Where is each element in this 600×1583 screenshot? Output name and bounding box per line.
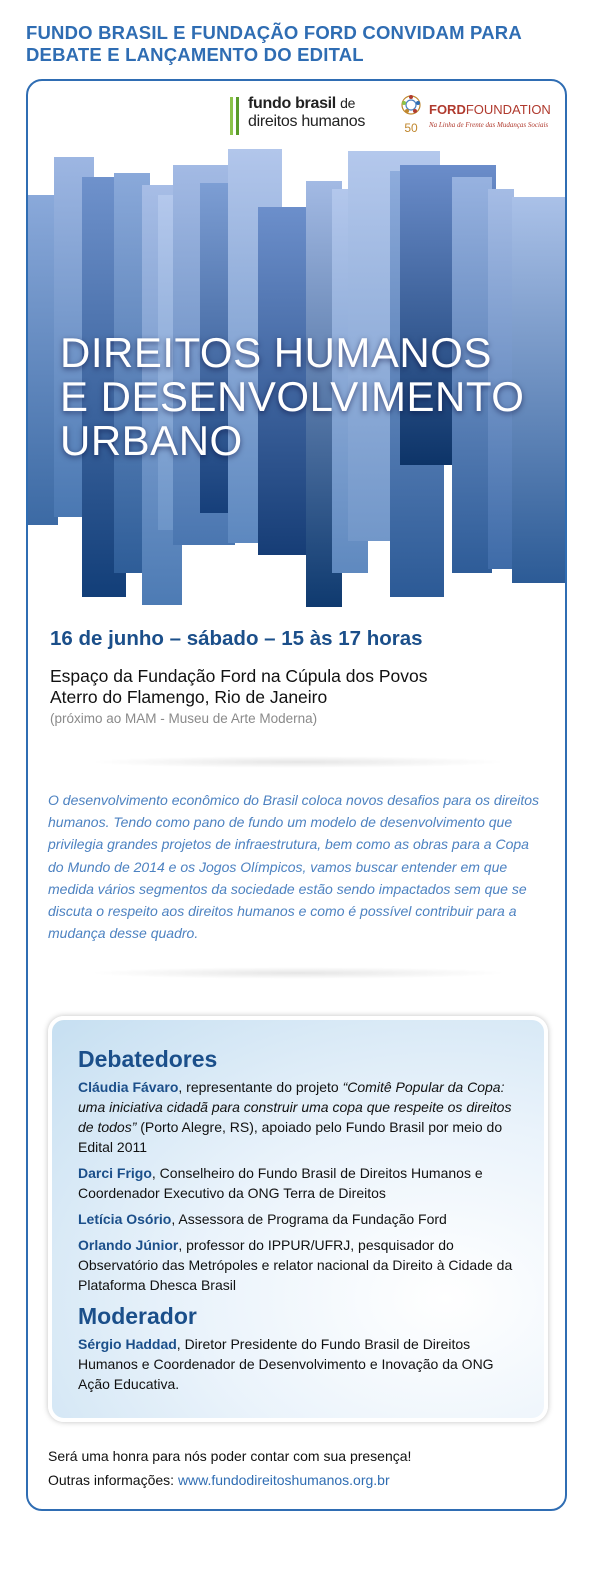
invitation-card (26, 79, 567, 1511)
city-skyline-illustration (28, 145, 567, 615)
ford-50-emblem-icon (399, 94, 423, 136)
debater-name: Darci Frigo (78, 1165, 152, 1181)
moderator-text: , Diretor Presidente do Fundo Brasil de Direitos Humanos e Coordenador de Desenvolvimento e Inovação da ONG Ação Educativa. (78, 1336, 494, 1392)
debater-item (78, 1235, 528, 1295)
logo-text-line1 (248, 95, 355, 113)
hero-title (60, 331, 560, 463)
debater-item (78, 1163, 528, 1203)
ford-name-rest: FOUNDATION (465, 102, 551, 117)
footer-info-label: Outras informações: (48, 1472, 178, 1488)
debater-text: , Assessora de Programa da Fundação Ford (171, 1211, 447, 1227)
debater-name: Letícia Osório (78, 1211, 172, 1227)
invitation-header-line1: FUNDO BRASIL E FUNDAÇÃO FORD CONVIDAM PARA (26, 22, 522, 43)
divider-shadow (88, 756, 508, 768)
footer-message: Será uma honra para nós poder contar com sua presença! (48, 1448, 412, 1464)
footer-info (48, 1468, 411, 1492)
debater-item (78, 1209, 528, 1229)
event-place (50, 666, 427, 708)
invitation-header (26, 22, 586, 66)
logo-green-bar (230, 97, 233, 135)
logo-text-line2: direitos humanos (248, 113, 366, 130)
debater-text: , Conselheiro do Fundo Brasil de Direitos Humanos e Coordenador Executivo da ONG Terra de Direitos (78, 1165, 483, 1201)
event-place-line2: Aterro do Flamengo, Rio de Janeiro (50, 687, 328, 707)
fundo-brasil-logo (230, 95, 380, 135)
hero-title-line: URBANO (60, 417, 243, 464)
debaters-heading: Debatedores (78, 1046, 218, 1072)
debater-name: Cláudia Fávaro (78, 1079, 179, 1095)
logo-text-bold: fundo brasil (248, 95, 336, 112)
debater-name: Orlando Júnior (78, 1237, 179, 1253)
ford-name-bold: FORD (429, 102, 466, 117)
ford-foundation-logo (399, 94, 559, 138)
debater-text: , representante do projeto (178, 1079, 343, 1095)
ford-foundation-name (429, 102, 551, 117)
hero-title-line: E DESENVOLVIMENTO (60, 373, 525, 420)
moderator-item (78, 1334, 528, 1394)
debater-text: (Porto Alegre, RS), apoiado pelo Fundo Brasil por meio do Edital 2011 (78, 1119, 503, 1155)
ford-foundation-tagline: Na Linha de Frente das Mudanças Sociais (429, 121, 549, 129)
emblem-number: 50 (404, 121, 418, 135)
invitation-header-line2: DEBATE E LANÇAMENTO DO EDITAL (26, 44, 364, 65)
debater-text: , professor do IPPUR/UFRJ, pesquisador do Observatório das Metrópoles e relator nacional da Direito à Cidade da Plataforma Dhesca Brasil (78, 1237, 513, 1293)
moderator-heading: Moderador (78, 1303, 197, 1329)
event-place-line1: Espaço da Fundação Ford na Cúpula dos Povos (50, 666, 428, 686)
event-location-note: (próximo ao MAM - Museu de Arte Moderna) (50, 711, 318, 726)
debater-item (78, 1077, 528, 1157)
logo-green-bar (236, 97, 239, 135)
hero-title-line: DIREITOS HUMANOS (60, 329, 492, 376)
footer (48, 1444, 411, 1492)
moderator-name: Sérgio Haddad (78, 1336, 177, 1352)
debater-project-title: “Comitê Popular da Copa: uma iniciativa cidadã para construir uma copa que respeite os direitos de todos” (78, 1079, 512, 1135)
divider-shadow (88, 967, 508, 979)
event-date: 16 de junho – sábado – 15 às 17 horas (50, 627, 423, 650)
event-description: O desenvolvimento econômico do Brasil coloca novos desafios para os direitos humanos. Tendo como pano de fundo um modelo de desenvolvimento que privilegia grandes projetos de infraestrutura, bem como as obras para a Copa do Mundo de 2014 e os Jogos Olímpicos, vamos buscar entender em que medida vários segmentos da sociedade estão sendo impactados sem que se discuta o respeito aos direitos humanos e como é possível contribuir para a mudança desse quadro. (48, 792, 540, 942)
website-link[interactable]: www.fundodireitoshumanos.org.br (177, 1472, 390, 1488)
speakers-panel (48, 1016, 548, 1422)
logo-text-small: de (340, 95, 356, 111)
